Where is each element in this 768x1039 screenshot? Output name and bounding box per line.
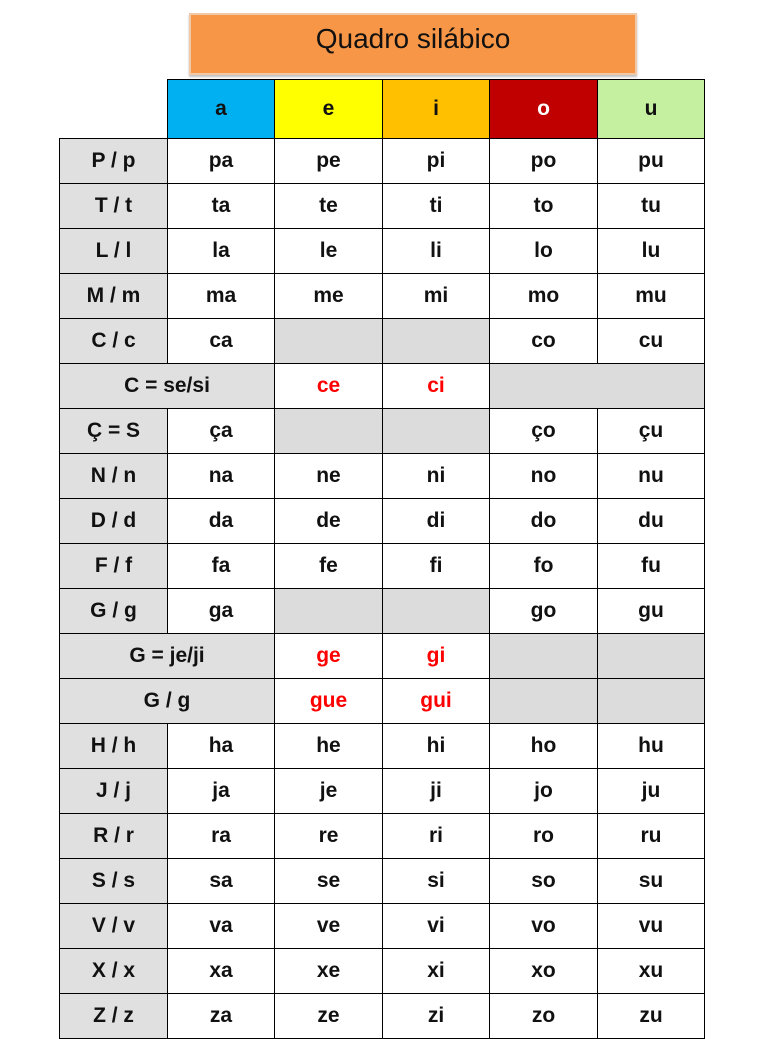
syllable-cell: gu: [598, 589, 705, 634]
syllable-cell: ja: [168, 769, 275, 814]
syllable-cell: he: [275, 724, 383, 769]
row-label: C / c: [60, 319, 168, 364]
syllable-row: [60, 949, 705, 994]
syllable-cell: ça: [168, 409, 275, 454]
row-label: S / s: [60, 859, 168, 904]
syllable-row: [60, 409, 705, 454]
blank-cell: [383, 319, 490, 364]
row-label: F / f: [60, 544, 168, 589]
title-banner: [189, 13, 637, 75]
row-label: D / d: [60, 499, 168, 544]
syllable-cell: me: [275, 274, 383, 319]
vowel-header-a: a: [168, 80, 275, 139]
row-label: G = je/ji: [60, 634, 275, 679]
blank-cell: [490, 364, 705, 409]
syllable-cell: po: [490, 139, 598, 184]
syllable-cell: zu: [598, 994, 705, 1039]
syllable-cell: na: [168, 454, 275, 499]
syllable-row: [60, 229, 705, 274]
blank-cell: [598, 679, 705, 724]
syllable-cell: ra: [168, 814, 275, 859]
syllable-cell: fu: [598, 544, 705, 589]
syllable-cell: ze: [275, 994, 383, 1039]
syllable-cell: ci: [383, 364, 490, 409]
vowel-header-o: o: [490, 80, 598, 139]
syllable-cell: si: [383, 859, 490, 904]
syllable-row: [60, 499, 705, 544]
syllable-cell: ni: [383, 454, 490, 499]
syllable-row: [60, 319, 705, 364]
syllable-cell: fi: [383, 544, 490, 589]
syllable-cell: gue: [275, 679, 383, 724]
syllable-cell: da: [168, 499, 275, 544]
syllable-cell: xa: [168, 949, 275, 994]
row-label: Z / z: [60, 994, 168, 1039]
syllable-cell: tu: [598, 184, 705, 229]
syllable-row: [60, 769, 705, 814]
syllable-row: [60, 679, 705, 724]
blank-cell: [383, 409, 490, 454]
syllable-cell: ma: [168, 274, 275, 319]
syllable-cell: re: [275, 814, 383, 859]
syllable-cell: se: [275, 859, 383, 904]
syllable-cell: la: [168, 229, 275, 274]
syllable-cell: fa: [168, 544, 275, 589]
syllable-cell: ju: [598, 769, 705, 814]
syllable-cell: ne: [275, 454, 383, 499]
syllable-row: [60, 859, 705, 904]
syllable-cell: no: [490, 454, 598, 499]
row-label: H / h: [60, 724, 168, 769]
syllable-cell: du: [598, 499, 705, 544]
syllable-cell: ho: [490, 724, 598, 769]
syllable-cell: lu: [598, 229, 705, 274]
syllable-cell: ti: [383, 184, 490, 229]
blank-cell: [490, 679, 598, 724]
syllable-row: [60, 904, 705, 949]
syllable-cell: ge: [275, 634, 383, 679]
syllable-cell: su: [598, 859, 705, 904]
syllable-cell: vo: [490, 904, 598, 949]
row-label: C = se/si: [60, 364, 275, 409]
syllable-row: [60, 994, 705, 1039]
corner-cell: [60, 80, 168, 139]
syllable-cell: zi: [383, 994, 490, 1039]
syllable-cell: ta: [168, 184, 275, 229]
syllable-cell: ro: [490, 814, 598, 859]
syllable-cell: zo: [490, 994, 598, 1039]
vowel-header-u: u: [598, 80, 705, 139]
syllable-cell: ri: [383, 814, 490, 859]
syllable-row: [60, 139, 705, 184]
syllable-cell: va: [168, 904, 275, 949]
vowel-header-i: i: [383, 80, 490, 139]
syllable-row: [60, 454, 705, 499]
syllable-cell: mo: [490, 274, 598, 319]
blank-cell: [275, 589, 383, 634]
syllable-cell: mi: [383, 274, 490, 319]
blank-cell: [275, 409, 383, 454]
syllable-cell: vu: [598, 904, 705, 949]
syllable-cell: ce: [275, 364, 383, 409]
syllable-cell: ve: [275, 904, 383, 949]
syllable-cell: vi: [383, 904, 490, 949]
syllable-cell: sa: [168, 859, 275, 904]
row-label: N / n: [60, 454, 168, 499]
syllable-row: [60, 184, 705, 229]
syllable-cell: co: [490, 319, 598, 364]
syllable-row: [60, 724, 705, 769]
syllable-cell: li: [383, 229, 490, 274]
syllable-row: [60, 634, 705, 679]
syllable-cell: ru: [598, 814, 705, 859]
syllable-cell: ha: [168, 724, 275, 769]
syllable-cell: za: [168, 994, 275, 1039]
row-label: Ç = S: [60, 409, 168, 454]
row-label: M / m: [60, 274, 168, 319]
syllable-cell: pa: [168, 139, 275, 184]
syllable-cell: pi: [383, 139, 490, 184]
syllable-cell: xe: [275, 949, 383, 994]
syllable-cell: je: [275, 769, 383, 814]
syllable-cell: hi: [383, 724, 490, 769]
syllable-cell: so: [490, 859, 598, 904]
row-label: G / g: [60, 589, 168, 634]
syllable-cell: mu: [598, 274, 705, 319]
syllable-cell: fo: [490, 544, 598, 589]
syllable-cell: xi: [383, 949, 490, 994]
syllable-cell: pu: [598, 139, 705, 184]
syllable-cell: fe: [275, 544, 383, 589]
syllable-row: [60, 274, 705, 319]
syllable-cell: di: [383, 499, 490, 544]
syllable-cell: çu: [598, 409, 705, 454]
row-label: G / g: [60, 679, 275, 724]
syllable-row: [60, 544, 705, 589]
row-label: J / j: [60, 769, 168, 814]
syllable-cell: go: [490, 589, 598, 634]
blank-cell: [598, 634, 705, 679]
syllable-cell: gi: [383, 634, 490, 679]
syllable-row: [60, 814, 705, 859]
syllable-cell: ga: [168, 589, 275, 634]
syllable-cell: hu: [598, 724, 705, 769]
vowel-header-row: [60, 80, 705, 139]
syllable-cell: lo: [490, 229, 598, 274]
syllable-cell: xo: [490, 949, 598, 994]
syllable-cell: te: [275, 184, 383, 229]
row-label: T / t: [60, 184, 168, 229]
syllable-cell: to: [490, 184, 598, 229]
syllable-cell: cu: [598, 319, 705, 364]
row-label: L / l: [60, 229, 168, 274]
row-label: V / v: [60, 904, 168, 949]
row-label: X / x: [60, 949, 168, 994]
syllable-cell: xu: [598, 949, 705, 994]
blank-cell: [383, 589, 490, 634]
row-label: R / r: [60, 814, 168, 859]
syllable-row: [60, 589, 705, 634]
syllable-table: [59, 79, 705, 1039]
vowel-header-e: e: [275, 80, 383, 139]
syllable-cell: jo: [490, 769, 598, 814]
syllable-cell: do: [490, 499, 598, 544]
syllable-cell: nu: [598, 454, 705, 499]
blank-cell: [275, 319, 383, 364]
syllable-cell: gui: [383, 679, 490, 724]
syllable-row: [60, 364, 705, 409]
row-label: P / p: [60, 139, 168, 184]
syllable-cell: ca: [168, 319, 275, 364]
syllable-cell: le: [275, 229, 383, 274]
syllable-cell: ji: [383, 769, 490, 814]
syllable-cell: pe: [275, 139, 383, 184]
blank-cell: [490, 634, 598, 679]
page-title: Quadro silábico: [315, 23, 511, 54]
syllable-cell: ço: [490, 409, 598, 454]
syllable-cell: de: [275, 499, 383, 544]
